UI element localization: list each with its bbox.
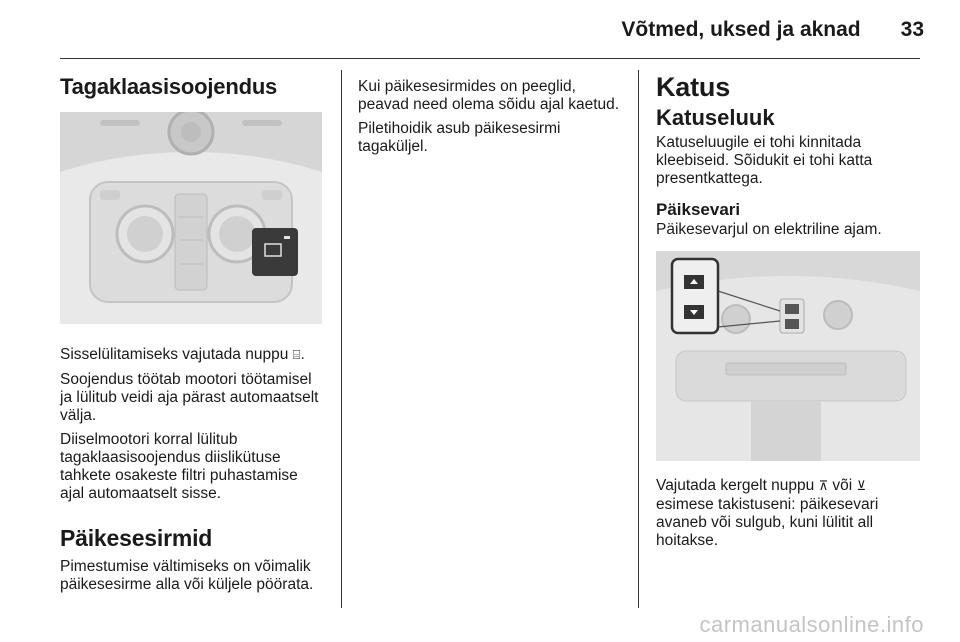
paragraph: Piletihoidik asub päikesesirmi tagaküljel. — [358, 120, 561, 155]
subsection-heading: Katuseluuk — [656, 105, 775, 130]
sunshade-close-icon: ⊻ — [856, 479, 867, 494]
section-heading: Päikesesirmid — [60, 525, 213, 551]
column-divider — [341, 70, 342, 608]
page-number: 33 — [900, 18, 924, 41]
paragraph: Sisselülitamiseks vajutada nuppu ⌸. — [60, 346, 305, 363]
paragraph: Soojendus töötab mootori töötamisel ja lülitub veidi aja pärast automaatselt välja. — [60, 371, 319, 424]
header-rule — [60, 58, 920, 59]
column-1 — [60, 66, 326, 600]
roof-console-illustration — [656, 251, 920, 461]
dashboard-controls-photo — [60, 112, 322, 324]
paragraph: Vajutada kergelt nuppu ⊼ või ⊻ esimese takistuseni: päikesevari avaneb või sulgub, kuni lülitit all hoitakse. — [656, 477, 879, 549]
roof-console-photo — [656, 251, 920, 461]
dashboard-controls-illustration — [60, 112, 322, 324]
sunshade-open-icon: ⊼ — [818, 479, 829, 494]
column-2 — [358, 78, 630, 162]
header-title: Võtmed, uksed ja aknad — [621, 18, 861, 41]
column-3 — [656, 66, 922, 556]
column-divider — [638, 70, 639, 608]
paragraph: Pimestumise vältimiseks on võimalik päikesesirme alla või küljele pöörata. — [60, 558, 314, 593]
page-header — [621, 18, 924, 42]
paragraph: Katuseluugile ei tohi kinnitada kleebiseid. Sõidukit ei tohi katta presentkattega. — [656, 134, 873, 187]
paragraph: Päikesevarjul on elektriline ajam. — [656, 221, 882, 238]
watermark-brand: carmanualsonline.info — [699, 612, 924, 637]
section-heading: Katus — [656, 72, 731, 102]
section-heading: Tagaklaasisoojendus — [60, 74, 278, 99]
rear-window-heater-icon: ⌸ — [292, 348, 301, 363]
paragraph: Diiselmootori korral lülitub tagaklaasisoojendus diislikütuse tahkete osakeste filtri puhastamise ajal automaatselt sisse. — [60, 431, 298, 502]
paragraph: Kui päikesesirmides on peeglid, peavad need olema sõidu ajal kaetud. — [358, 78, 620, 113]
subsection-heading: Päiksevari — [656, 200, 741, 219]
